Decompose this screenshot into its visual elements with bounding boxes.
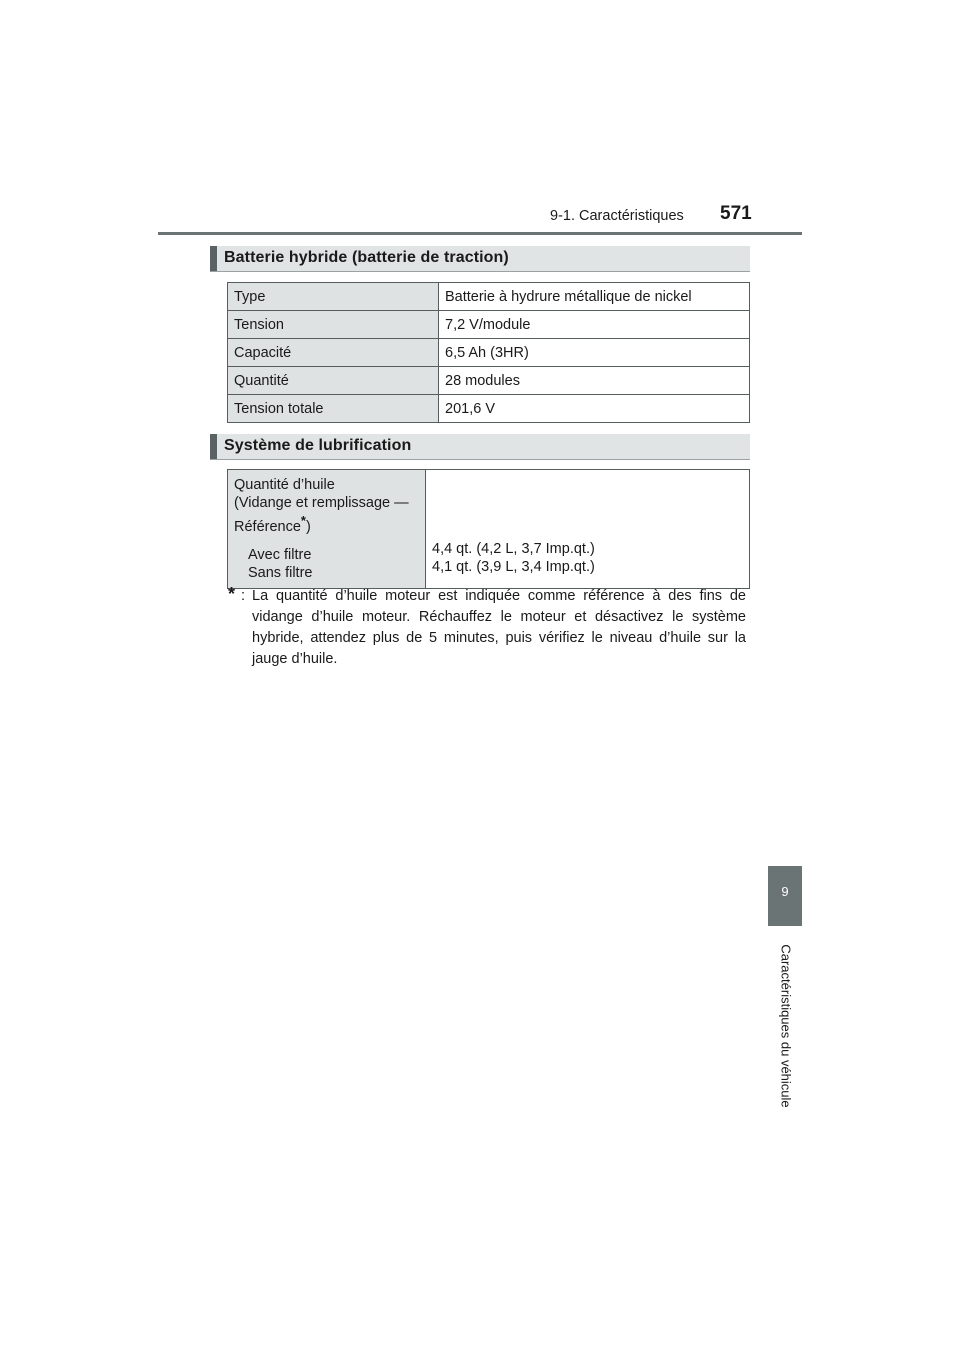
page-header [0, 0, 960, 240]
row-value-total-voltage: 201,6 V [439, 395, 750, 423]
row-value-type: Batterie à hydrure métallique de nickel [439, 283, 750, 311]
reference-label-line [234, 512, 419, 536]
row-value-quantity: 28 modules [439, 367, 750, 395]
chapter-title: Caractéristiques du véhicule [778, 944, 794, 1108]
footnote-mark: * [228, 584, 236, 604]
battery-spec-table [227, 282, 750, 423]
row-label-capacity: Capacité [228, 339, 439, 367]
without-filter-label: Sans filtre [248, 564, 313, 581]
table-row [228, 367, 750, 395]
heading-accent-bar [210, 246, 217, 271]
reference-close: ) [305, 518, 311, 535]
table-row [228, 283, 750, 311]
oil-change-label: (Vidange et remplissage — [234, 495, 409, 511]
battery-section-heading [210, 246, 750, 272]
without-filter-value: 4,1 qt. (3,9 L, 3,4 Imp.qt.) [432, 559, 595, 575]
oil-quantity-label: Quantité d’huile [234, 477, 335, 493]
with-filter-label: Avec filtre [248, 546, 312, 563]
footnote-text: La quantité d’huile moteur est indiquée comme référence à des fins de vidange d’huile moteur. Réchauffez le moteur et désactivez le système hybride, attendez plus de 5 minutes, puis vérifiez le niveau d’huile sur la jauge d’huile. [252, 588, 746, 667]
chapter-tab-number: 9 [781, 884, 789, 899]
header-rule [158, 232, 802, 235]
table-row [228, 311, 750, 339]
lubrication-section-title: Système de lubrification [224, 437, 412, 454]
footnote [228, 586, 746, 670]
oil-quantity-label-cell [228, 470, 426, 589]
row-label-type: Type [228, 283, 439, 311]
battery-section-title: Batterie hybride (batterie de traction) [224, 249, 509, 266]
chapter-tab [768, 866, 802, 926]
section-label: 9-1. Caractéristiques [550, 208, 684, 224]
page-number: 571 [720, 203, 752, 224]
heading-accent-bar [210, 434, 217, 459]
row-value-voltage: 7,2 V/module [439, 311, 750, 339]
lubrication-section-heading [210, 434, 750, 460]
table-row [228, 339, 750, 367]
footnote-colon: : [241, 588, 246, 604]
row-value-capacity: 6,5 Ah (3HR) [439, 339, 750, 367]
table-row [228, 395, 750, 423]
lubrication-table [227, 469, 750, 589]
table-row [228, 470, 750, 589]
row-label-quantity: Quantité [228, 367, 439, 395]
reference-label: Référence [234, 518, 301, 535]
row-label-total-voltage: Tension totale [228, 395, 439, 423]
oil-quantity-value-cell [426, 470, 750, 589]
row-label-voltage: Tension [228, 311, 439, 339]
footnote-asterisk: * [300, 513, 306, 528]
with-filter-value: 4,4 qt. (4,2 L, 3,7 Imp.qt.) [432, 541, 595, 557]
